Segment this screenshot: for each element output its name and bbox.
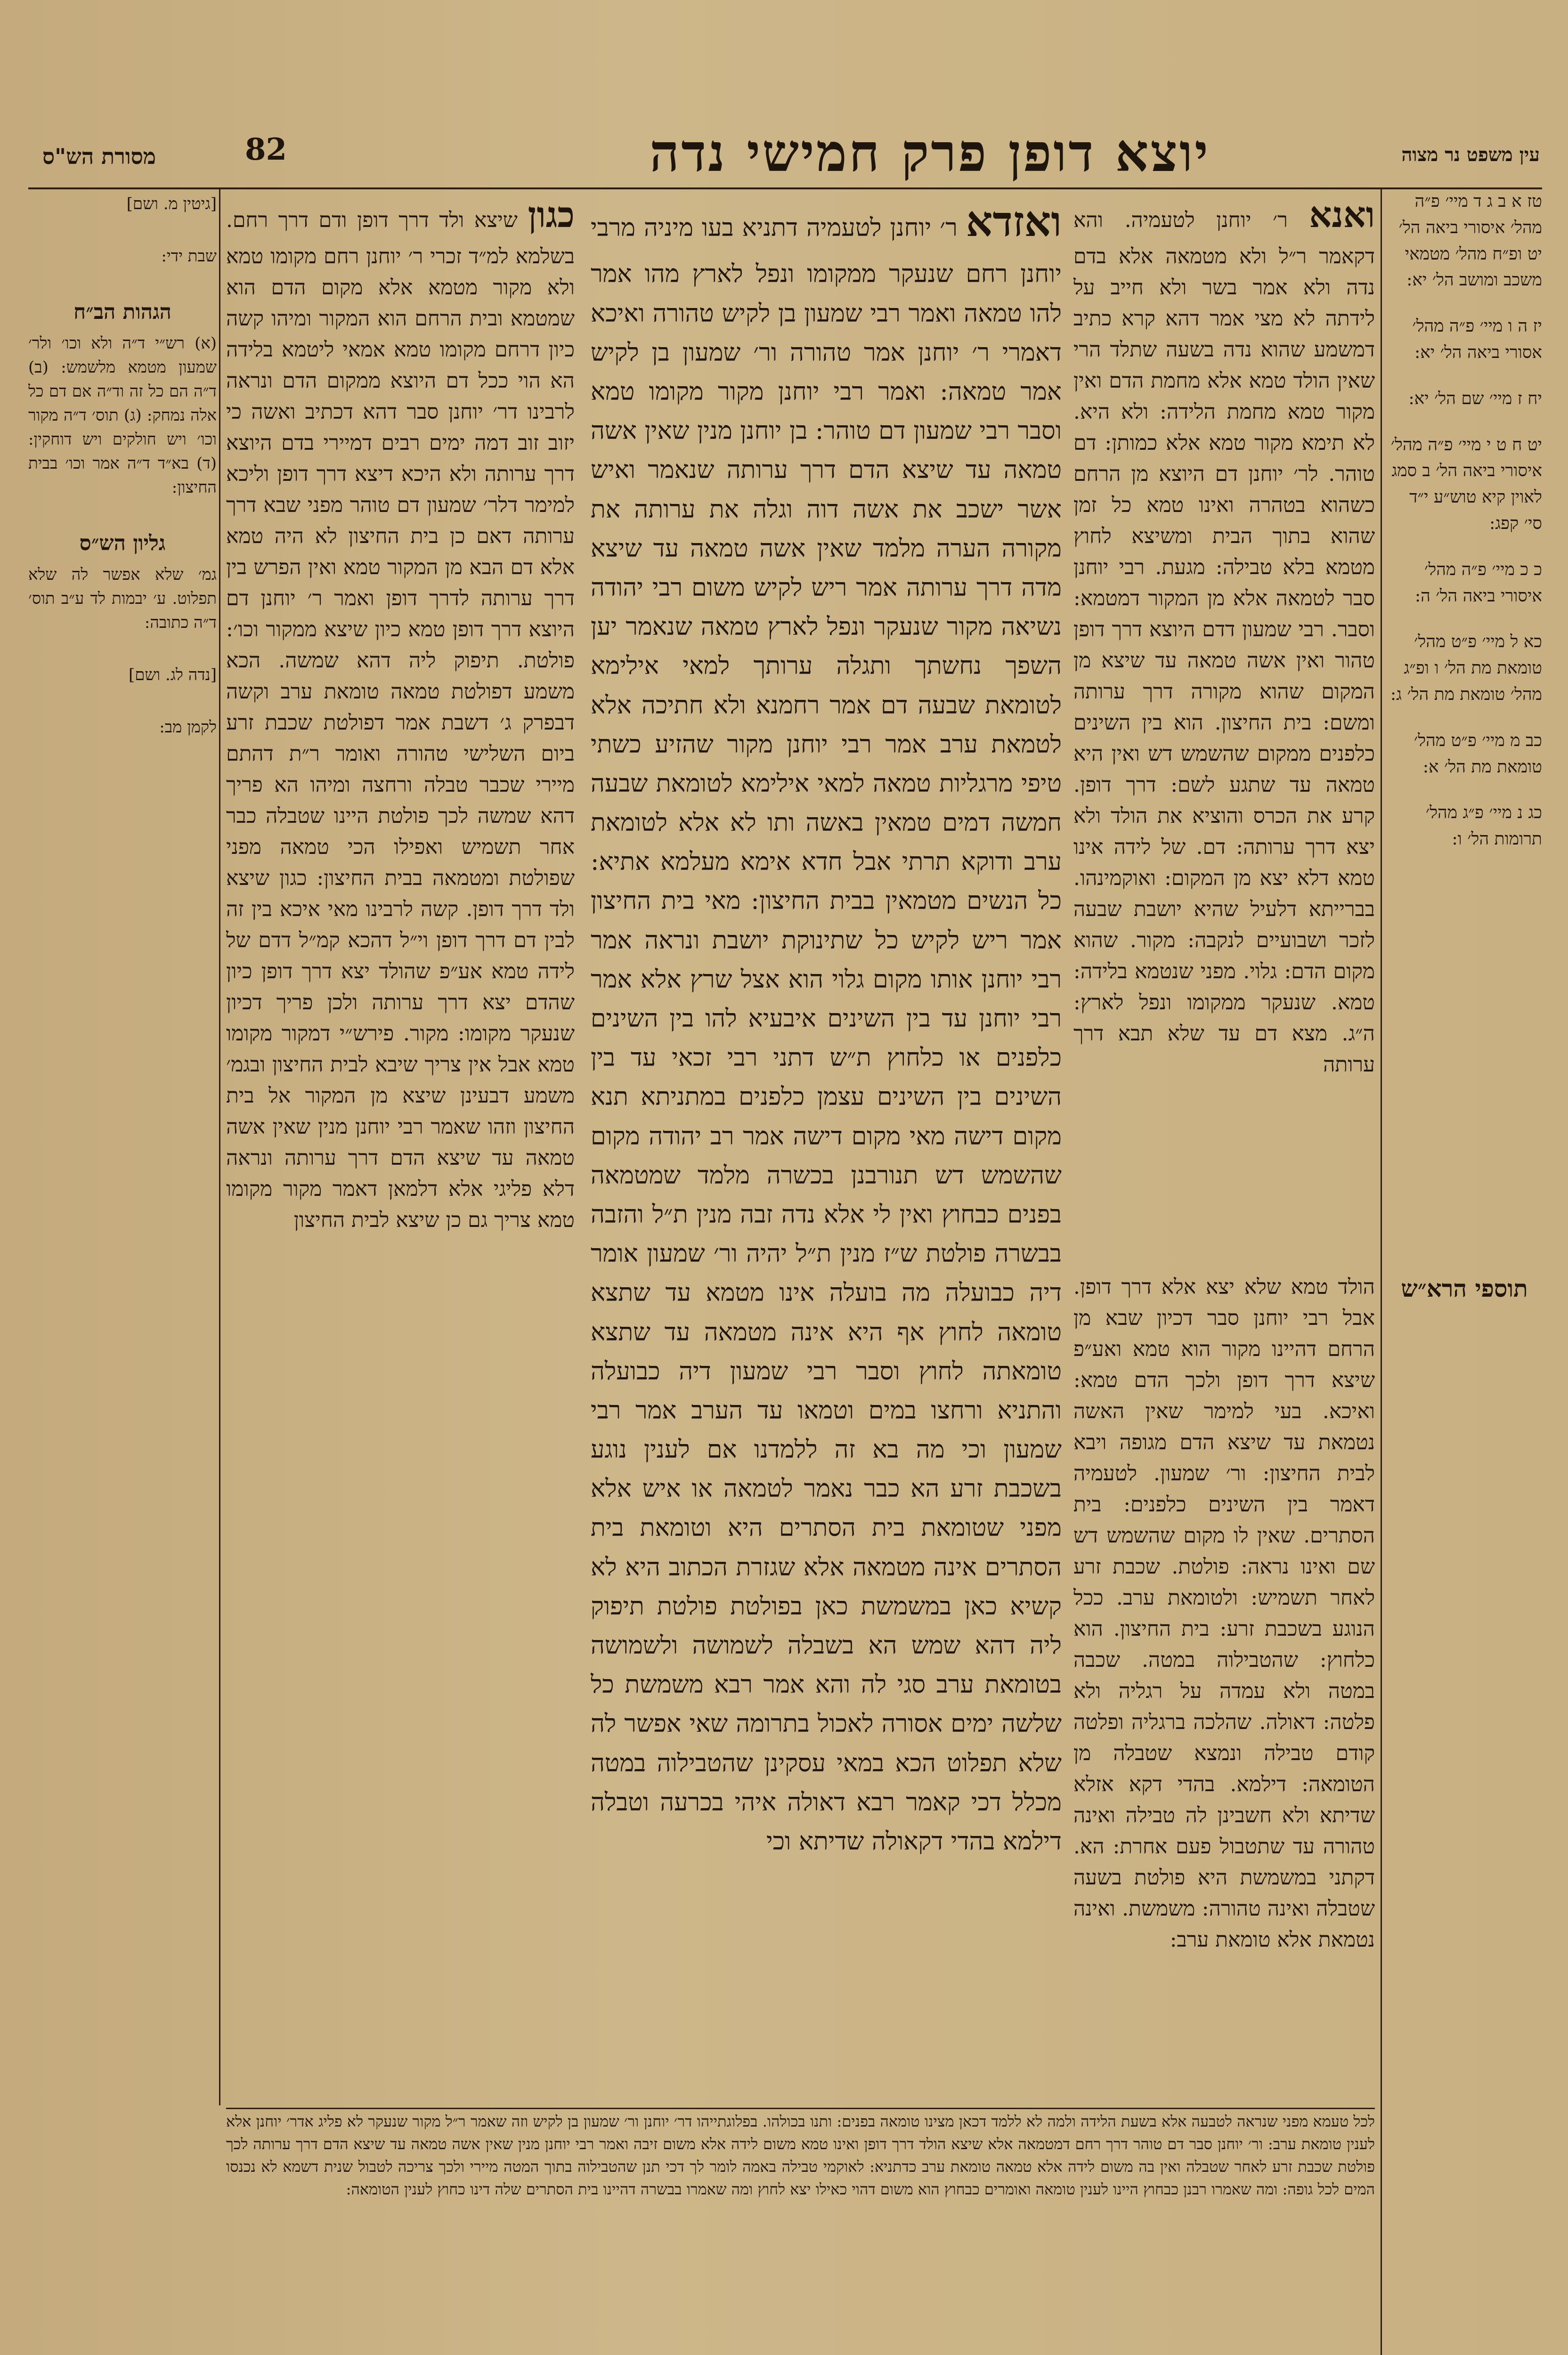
ein-mishpat-ref: כב מ מיי׳ פ״ט מהל׳ טומאת מת הל׳ א: (1414, 731, 1542, 777)
ein-mishpat-ref: יז ה ו מיי׳ פ״ה מהל׳ אסורי ביאה הל׳ יא: (1412, 317, 1542, 362)
gemara-opening-word: ואזדא (966, 197, 1062, 246)
masoret-block (28, 192, 217, 216)
tosafot-harosh-column (1387, 1272, 1542, 2346)
gemara-main-text (591, 188, 1062, 2105)
page-title: יוצא דופן פרק חמישי נדה (650, 122, 1210, 183)
masoret-block-text: שבת ידי: (161, 247, 217, 266)
ein-mishpat-ref: כ כ מיי׳ פ״ה מהל׳ איסורי ביאה הל׳ ה: (1415, 560, 1542, 606)
rashi-opening-word: ואנא (1309, 194, 1375, 236)
rashi-commentary-bottom (1073, 1272, 1375, 2110)
ein-mishpat-ref: טז א ב ג ד מיי׳ פ״ה מהל׳ איסורי ביאה הל׳ יט ופ״ח מהל׳ מטמאי משכב ומושב הל׳ יא: (1398, 192, 1542, 290)
tosafot-harosh-title: תוספי הרא״ש (1401, 1275, 1528, 1302)
footer-commentary (226, 2110, 1375, 2355)
masoret-block (28, 244, 217, 268)
page-number: 82 (244, 132, 287, 167)
ein-mishpat-ref: יט ח ט י מיי׳ פ״ה מהל׳ איסורי ביאה הל׳ ב סמג לאוין קיא טוש״ע י״ד סי׳ קפג: (1390, 435, 1542, 533)
masoret-block-text: [נדה לג. ושם] (128, 666, 217, 684)
ein-mishpat-label: עין משפט נר מצוה (1401, 144, 1540, 166)
gemara-text: ר׳ יוחנן לטעמיה דתניא בעו מיניה מרבי יוחנן רחם שנעקר ממקומו ונפל לארץ מהו אמר להו טמאה ואמר רבי שמעון בן לקיש טהורה ואיכא דאמרי ר׳ יוחנן אמר טהורה ור׳ שמעון בן לקיש אמר טמאה: ואמר רבי יוחנן מקור מקומו טמא וסבר רבי שמעון דם טוהר: בן יוחנן מנין שאין אשה טמאה עד שיצא הדם דרך ערותה שנאמר ואיש אשר ישכב את אשה דוה וגלה את ערותה את מקורה הערה מלמד שאין אשה טמאה עד שיצא מדה דרך ערותה אמר ריש לקיש משום רבי יהודה נשיאה מקור שנעקר ונפל לארץ טמאה שנאמר יען השפך נחשתך ותגלה ערותך למאי אילימא לטומאת שבעה דם אמר רחמנא ולא חתיכה אלא לטמאת ערב אמר רבי יוחנן מקור שהזיע כשתי טיפי מרגליות טמאה למאי אילימא לטומאת שבעה חמשה דמים טמאין באשה ותו לא אלא לטומאת ערב ודוקא תרתי אבל חדא אימא מעלמא אתיא: כל הנשים מטמאין בבית החיצון: מאי בית החיצון אמר ריש לקיש כל שתינוקת יושבת ונראה אמר רבי יוחנן אותו מקום גלוי הוא אצל שרץ אלא אמר רבי יוחנן עד בין השינים איבעיא להו בין השינים כלפנים או כלחוץ ת״ש דתני רבי זכאי עד בין השינים בין השינים עצמן כלפנים במתניתא תנא מקום דישה מאי מקום דישה אמר רב יהודה מקום שהשמש דש תנורבנן בכשרה מלמד שמטמאה בפנים כבחוץ ואין לי אלא נדה זבה מנין ת״ל והזבה בבשרה פולטת ש״ז מנין ת״ל יהיה ור׳ שמעון אומר דיה כבועלה מה בועלה אינו מטמא עד שתצא טומאה לחוץ אף היא אינה מטמאה עד שתצא טומאתה לחוץ וסבר רבי שמעון דיה כבועלה והתניא ורחצו במים וטמאו עד הערב אמר רבי שמעון וכי מה בא זה ללמדנו אם לענין נוגע בשכבת זרע הא כבר נאמר לטמאה או איש אלא מפני שטומאת בית הסתרים היא וטומאת בית הסתרים אינה מטמאה אלא שגזרת הכתוב היא לא קשיא כאן במשמשת כאן בפולטת פולטת תיפוק ליה דהא שמש הא בשבלה לשמושה ולשמושה בטומאת ערב סגי לה והא אמר רבא משמשת כל שלשה ימים אסורה לאכול בתרומה שאי אפשר לה שלא תפלוט הכא במאי עסקינן שהטבילוה במטה מכלל דכי קאמר רבא דאולה איהי בכרעה וטבלה דילמא בהדי דקאולה שדיתא וכי (591, 214, 1062, 1856)
ein-mishpat-ref: כא ל מיי׳ פ״ט מהל׳ טומאת מת הל׳ ו ופ״ג מהל׳ טומאת מת הל׳ ג: (1390, 632, 1542, 704)
rashi-commentary-top (1073, 188, 1375, 1258)
ein-mishpat-column (1387, 188, 1542, 872)
hagahot-habach-title: הגהות הב״ח (73, 300, 171, 324)
right-margin-rule (1381, 188, 1382, 2355)
left-margin-rule (219, 188, 220, 2105)
rashi-bottom-text: הולד טמא שלא יצא אלא דרך דופן. אבל רבי יוחנן סבר דכיון שבא מן הרחם דהיינו מקור הוא טמא ואע״פ שיצא דרך דופן ולכך הדם טמא: ואיכא. בעי למימר שאין האשה נטמאת עד שיצא הדם מגופה ויבא לבית החיצון: ור׳ שמעון. לטעמיה דאמר בין השינים כלפנים: בית הסתרים. שאין לו מקום שהשמש דש שם ואינו נראה: פולטת. שכבת זרע לאחר תשמיש: ולטומאת ערב. ככל הנוגע בשכבת זרע: בית החיצון. הוא כלחוץ: שהטבילוה במטה. שכבה במטה ולא עמדה על רגליה ולא פלטה: דאולה. שהלכה ברגליה ופלטה קודם טבילה ונמצא שטבלה מן הטומאה: דילמא. בהדי דקא אזלא שדיתא ולא חשבינן לה טבילה ואינה טהורה עד שתטבול פעם אחרת: הא. דקתני במשמשת היא פולטת בשעה שטבלה ואינה טהורה: משמשת. ואינה נטמאת אלא טומאת ערב: (1073, 1275, 1375, 1952)
masoret-block-text: לקמן מב: (159, 718, 217, 737)
gilyon-hashas-title: גליון הש״ס (79, 531, 166, 555)
gilyon-hashas-block (28, 528, 217, 635)
masoret-hashas-column (28, 188, 217, 2346)
masoret-block (28, 663, 217, 687)
hagahot-habach-block (28, 297, 217, 500)
tosafot-text: שיצא ולד דרך דופן ודם דרך רחם. בשלמא למ״ד זכרי ר׳ יוחנן רחם מקומו טמא ולא מקור מטמא אלא מקום הדם הוא שמטמא ובית הרחם הוא המקור ומיהו קשה כיון דרחם מקומו טמא אמאי ליטמא בלידה הא הוי ככל דם היוצא ממקום הדם ונראה לרבינו דר׳ יוחנן סבר דהא דכתיב ואשה כי יזוב זוב דמה ימים רבים דמיירי בדם היוצא דרך ערותה ולא היכא דיצא דרך דופן וליכא למימר דלר׳ שמעון דם טוהר מפני שבא דרך ערותה דאם כן בית החיצון לא היה טמא אלא דם הבא מן המקור טמא ואין הפרש בין דרך ערותה לדרך דופן ואמר ר׳ יוחנן דם היוצא דרך דופן טמא כיון שיצא ממקור וכו׳: פולטת. תיפוק ליה דהא שמשה. הכא משמע דפולטת טמאה טומאת ערב וקשה דבפרק ג׳ דשבת אמר דפולטת שכבת זרע ביום השלישי טהורה ואומר ר״ת דהתם מיירי שכבר טבלה ורחצה ומיהו הא פריך דהא שמשה לכך פולטת היינו שטבלה כבר אחר תשמיש ואפילו הכי טמאה מפני שפולטת ומטמאה בבית החיצון: כגון שיצא ולד דרך דופן. קשה לרבינו מאי איכא בין זה לבין דם דרך דופן וי״ל דהכא קמ״ל דדם של לידה טמא אע״פ שהולד יצא דרך דופן כיון שהדם יצא דרך ערותה ולכן פריך דכיון שנעקר מקומו: מקור. פירש״י דמקור מקומו טמא אבל אין צריך שיבא לבית החיצון ובגמ׳ משמע דבעינן שיצא מן המקור אל בית החיצון וזהו שאמר רבי יוחנן מנין שאין אשה טמאה עד שיצא הדם דרך ערותה ונראה דלא פליגי אלא דלמאן דאמר מקור מקומו טמא צריך גם כן שיצא לבית החיצון (226, 208, 575, 1233)
hagahot-habach-text: (א) רש״י ד״ה ולא וכו׳ ולר׳ שמעון מטמא מלשמש: (ב) ד״ה הם כל זה וד״ה אם דם כל אלה נמחק: (ג) תוס׳ ד״ה מקור וכו׳ ויש חולקים ויש דוחקין: (ד) בא״ד ד״ה אמר וכו׳ בבית החיצון: (28, 334, 217, 497)
gilyon-hashas-text: גמ׳ שלא אפשר לה שלא תפלוט. ע׳ יבמות לד ע״ב תוס׳ ד״ה כתובה: (28, 565, 217, 632)
ein-mishpat-ref: כג נ מיי׳ פ״ג מהל׳ תרומות הל׳ ו: (1425, 803, 1542, 849)
ein-mishpat-ref: יח ז מיי׳ שם הל׳ יא: (1408, 389, 1542, 408)
masoret-block-text: [גיטין מ. ושם] (126, 195, 217, 213)
masoret-block (28, 715, 217, 739)
tosafot-opening-word: כגון (528, 194, 575, 236)
footer-text: לכל טעמא מפני שנראה לטבעה אלא בשעת הלידה ולמה לא ללמד דכאן מצינו טומאה בפנים: ותנו בכולהו. בפלוגתייהו דר׳ יוחנן ור׳ שמעון בן לקיש וזה שאמר ר״ל מקור שנעקר לא פליג אדר׳ יוחנן אלא לענין טומאת ערב: ור׳ יוחנן סבר דם טוהר דרך רחם דמטמאה אלא שיצא הולד דרך דופן ואינו טמא משום לידה אלא משום זיבה ואמר רבי יוחנן מנין שאין אשה טמאה עד שיצא הדם דרך ערותה לכך פולטת שכבת זרע לאחר שטבלה ואין בה משום לידה אלא טמאה טומאת ערב כדתניא: לאוקמי טבילה באמה לומר לך דכי תנן שהטבילוה בתוך המטה מיירי ולכך צריכה לטבול שנית דשמא לא נכנסו המים לכל גופה: ומה שאמרו רבנן כבחוץ היינו לענין טומאה ואומרים כבחוץ הוא משום דהוי כאילו יצא לחוץ ומה שאמרו בבשרה דהיינו בית הסתרים שלה דינו כחוץ לענין הטומאה: (226, 2112, 1375, 2198)
tosafot-commentary (226, 188, 575, 2105)
masoret-label: מסורת הש"ס (42, 144, 156, 169)
rashi-text: ר׳ יוחנן לטעמיה. והא דקאמר ר״ל ולא מטמאה אלא בדם נדה ולא אמר בשר ולא חייב על לידתה לא מצי אמר דהא קרא כתיב דמשמע שהוא נדה בשעה שתלד הרי שאין הולד טמא אלא מחמת הדם ואין מקור טמא מחמת הלידה: ולא היא. לא תימא מקור טמא אלא כמותן: דם טוהר. לר׳ יוחנן דם היוצא מן הרחם כשהוא בטהרה ואינו טמא כל זמן שהוא בתוך הבית ומשיצא לחוץ מטמא בלא טבילה: מגעת. רבי יוחנן סבר לטמאה אלא מן המקור דמטמא: וסבר. רבי שמעון דדם היוצא דרך דופן טהור ואין אשה טמאה עד שיצא מן המקום שהוא מקורה דרך ערותה ומשם: בית החיצון. הוא בין השינים כלפנים ממקום שהשמש דש ואין היא טמאה עד שתגע לשם: דרך דופן. קרע את הכרס והוציא את הולד ולא יצא דרך ערותה: דם. של לידה אינו טמא דלא יצא מן המקום: ואוקמינהו. בברייתא דלעיל שהיא יושבת שבעה לזכר ושבועיים לנקבה: מקור. שהוא מקום הדם: גלוי. מפני שנטמא בלידה: טמא. שנעקר ממקומו ונפל לארץ: ה״ג. מצא דם עד שלא תבא דרך ערותה (1073, 208, 1375, 1077)
page-header (28, 118, 1540, 188)
